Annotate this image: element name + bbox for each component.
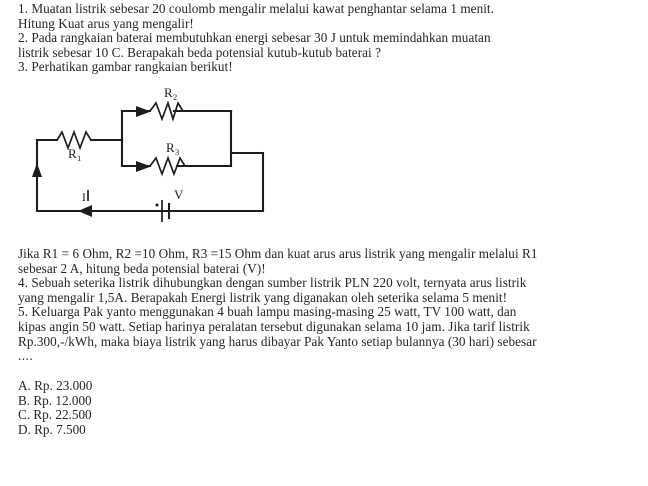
answer-choice-a: A. Rp. 23.000	[18, 378, 93, 393]
questions-top-block	[18, 2, 584, 75]
label-voltage: V	[174, 187, 184, 202]
question-4-line-1: 4. Sebuah seterika listrik dihubungkan dengan sumber listrik PLN 220 volt, ternyata arus listrik	[18, 275, 527, 291]
label-r3-subscript: 3	[175, 147, 180, 157]
question-1-line-2: Hitung Kuat arus yang mengalir!	[18, 15, 194, 31]
answer-choices-list	[18, 379, 318, 437]
question-3-detail-line-1: Jika R1 = 6 Ohm, R2 =10 Ohm, R3 =15 Ohm dan kuat arus arus listrik yang mengalir melalui R1	[18, 246, 538, 261]
current-arrow-left-wire	[32, 163, 42, 177]
question-2-line-1: 2. Pada rangkaian baterai membutuhkan energi sebesar 30 J untuk memindahkan muatan	[18, 30, 491, 46]
current-arrow-top-branch	[136, 106, 151, 117]
question-4-line-2: yang mengalir 1,5A. Berapakah Energi listrik yang diganakan oleh seterika selama 5 menit!	[18, 289, 508, 305]
battery-terminal-dot	[156, 204, 159, 207]
question-5-line-3: Rp.300,-/kWh, maka biaya listrik yang harus dibayar Pak Yanto setiap bulannya (30 hari) sebesar	[18, 333, 537, 349]
answer-choice-b: B. Rp. 12.000	[18, 392, 92, 408]
label-r1: R	[68, 146, 77, 161]
label-r1-subscript: 1	[77, 153, 82, 163]
question-5-line-1: 5. Keluarga Pak yanto menggunakan 4 buah lampu masing-masing 25 watt, TV 100 watt, dan	[18, 304, 517, 320]
question-3-detail-line-2: sebesar 2 A, hitung beda potensial baterai (V)!	[18, 260, 266, 276]
questions-bottom-block	[18, 247, 584, 364]
current-arrow-bottom-branch	[136, 161, 151, 172]
answer-choice-d: D. Rp. 7.500	[18, 421, 86, 437]
label-r2: R	[164, 85, 173, 100]
answer-choice-c: C. Rp. 22.500	[18, 407, 92, 423]
label-r3: R	[166, 140, 175, 155]
question-5-ellipsis: ....	[18, 348, 34, 364]
label-r2-subscript: 2	[173, 92, 178, 102]
circuit-diagram	[14, 82, 286, 234]
label-current: I	[82, 192, 86, 204]
question-3-line-1: 3. Perhatikan gambar rangkaian berikut!	[18, 59, 233, 75]
question-2-line-2: listrik sebesar 10 C. Berapakah beda potensial kutub-kutub baterai ?	[18, 44, 382, 60]
question-1-line-1: 1. Muatan listrik sebesar 20 coulomb mengalir melalui kawat penghantar selama 1 menit.	[18, 1, 494, 16]
current-arrow-bottom-wire	[78, 205, 92, 217]
question-5-line-2: kipas angin 50 watt. Setiap harinya peralatan tersebut digunakan selama 10 jam. Jika tarif listrik	[18, 318, 530, 334]
